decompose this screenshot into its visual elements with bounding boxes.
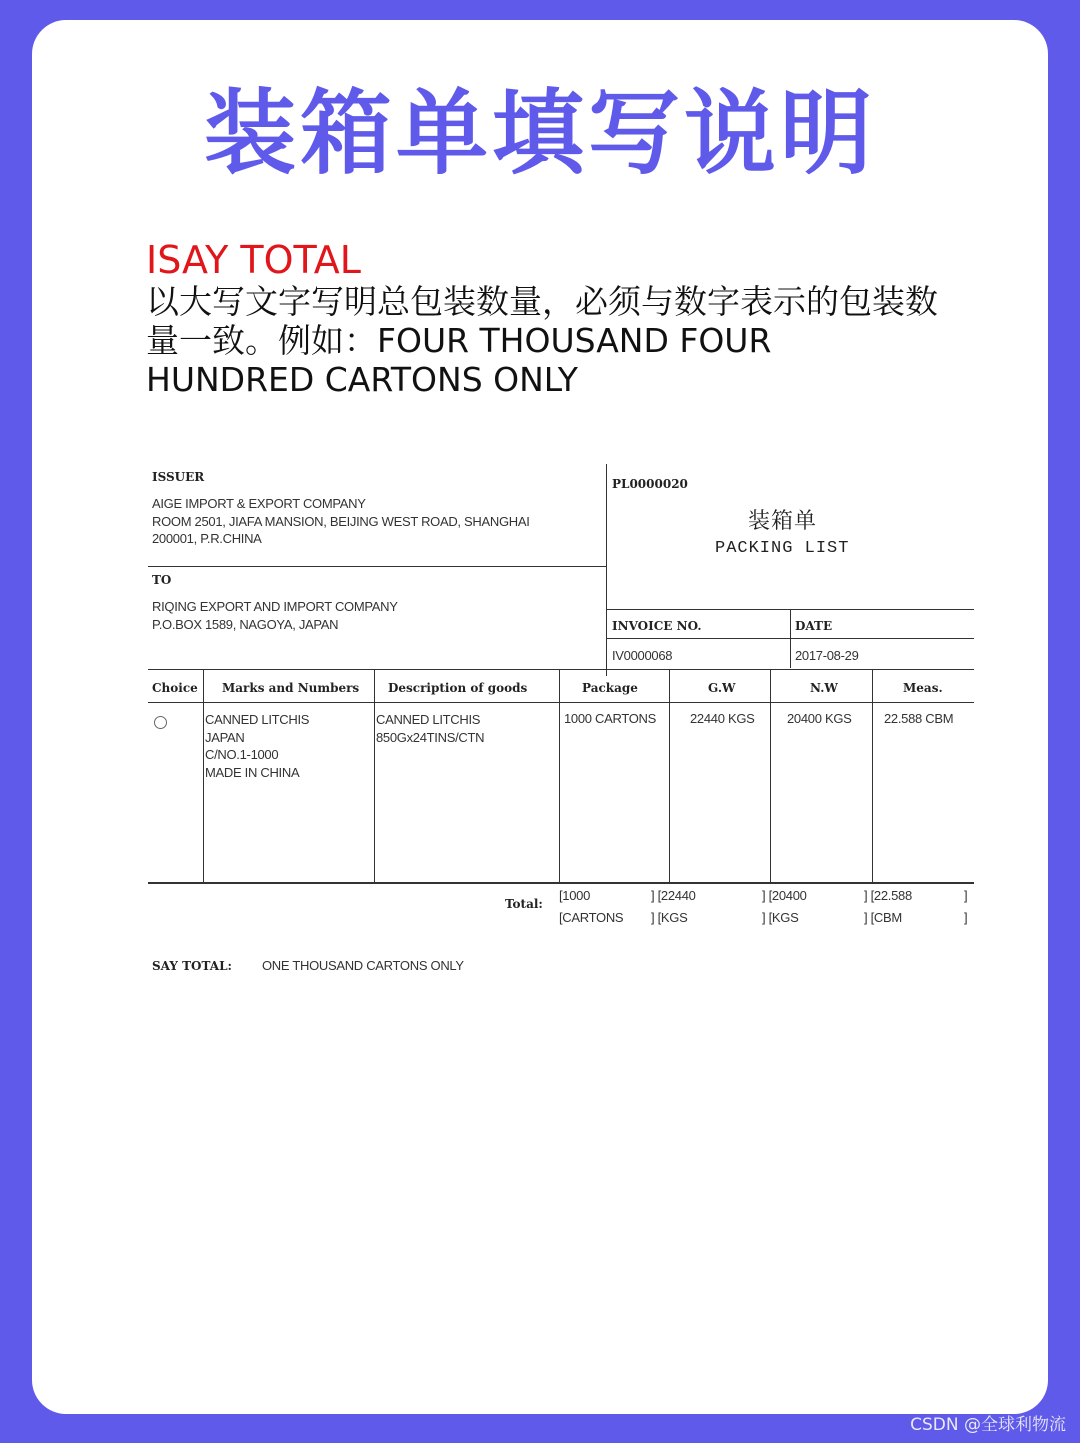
- total-nw-unit: ] [KGS: [762, 910, 799, 925]
- issuer-text: AIGE IMPORT & EXPORT COMPANY ROOM 2501, JIAFA MANSION, BEIJING WEST ROAD, SHANGHAI 200001, P.R.CHINA: [152, 496, 530, 546]
- total-meas-value: ] [22.588: [864, 888, 912, 903]
- col-header-gw: G.W: [708, 681, 736, 695]
- row-package: 1000 CARTONS: [564, 711, 657, 726]
- row-meas: 22.588 CBM: [884, 711, 954, 726]
- col-header-package: Package: [582, 681, 638, 695]
- col-divider-6: [872, 670, 873, 883]
- col-header-description: Description of goods: [388, 681, 528, 695]
- section-body: 以大写文字写明总包装数量，必须与数字表示的包装数量一致。例如：FOUR THOUSAND FOUR HUNDRED CARTONS ONLY: [146, 282, 938, 399]
- row-description: CANNED LITCHIS 850Gx24TINS/CTN: [376, 712, 485, 745]
- row-nw: 20400 KGS: [787, 711, 852, 726]
- col-header-meas: Meas.: [903, 681, 943, 695]
- total-bracket-bottom: ]: [964, 910, 968, 925]
- say-total-value: ONE THOUSAND CARTONS ONLY: [262, 958, 464, 973]
- col-header-choice: Choice: [152, 681, 198, 695]
- invoice-value: IV0000068: [612, 648, 673, 663]
- total-gw-unit: ] [KGS: [651, 910, 688, 925]
- col-header-marks: Marks and Numbers: [222, 681, 360, 695]
- col-divider-1: [203, 670, 204, 883]
- total-bracket-top: ]: [964, 888, 968, 903]
- total-label: Total:: [505, 897, 543, 911]
- to-text: RIQING EXPORT AND IMPORT COMPANY P.O.BOX 1589, NAGOYA, JAPAN: [152, 599, 398, 632]
- header-vertical-divider: [606, 464, 607, 676]
- total-package-value: [1000: [559, 888, 591, 903]
- col-divider-3: [559, 670, 560, 883]
- date-value: 2017-08-29: [795, 648, 859, 663]
- total-gw-value: ] [22440: [651, 888, 696, 903]
- total-meas-unit: ] [CBM: [864, 910, 902, 925]
- col-divider-5: [770, 670, 771, 883]
- table-bottom-line: [148, 882, 974, 884]
- row-gw: 22440 KGS: [690, 711, 755, 726]
- invoice-date-divider: [790, 610, 791, 668]
- invoice-label: INVOICE NO.: [612, 619, 702, 633]
- col-divider-2: [374, 670, 375, 883]
- col-divider-4: [669, 670, 670, 883]
- row-choice-radio[interactable]: [154, 716, 167, 729]
- say-total-label: SAY TOTAL:: [152, 959, 232, 973]
- issuer-divider: [148, 566, 607, 567]
- document-number: PL0000020: [612, 477, 688, 491]
- col-header-nw: N.W: [810, 681, 838, 695]
- date-label: DATE: [795, 619, 833, 633]
- table-top-line: [148, 669, 974, 670]
- watermark: CSDN @全球利物流: [910, 1415, 1066, 1435]
- total-nw-value: ] [20400: [762, 888, 807, 903]
- row-marks: CANNED LITCHIS JAPAN C/NO.1-1000 MADE IN CHINA: [205, 712, 310, 780]
- table-header-line: [148, 702, 974, 703]
- title-chinese: 装箱单: [748, 510, 818, 535]
- section-heading: ISAY TOTAL: [146, 238, 361, 282]
- issuer-label: ISSUER: [152, 470, 205, 484]
- title-english: PACKING LIST: [715, 539, 850, 558]
- to-label: TO: [152, 573, 172, 587]
- total-package-unit: [CARTONS: [559, 910, 624, 925]
- page-title: 装箱单填写说明: [203, 80, 876, 187]
- packing-list-form: [148, 462, 974, 992]
